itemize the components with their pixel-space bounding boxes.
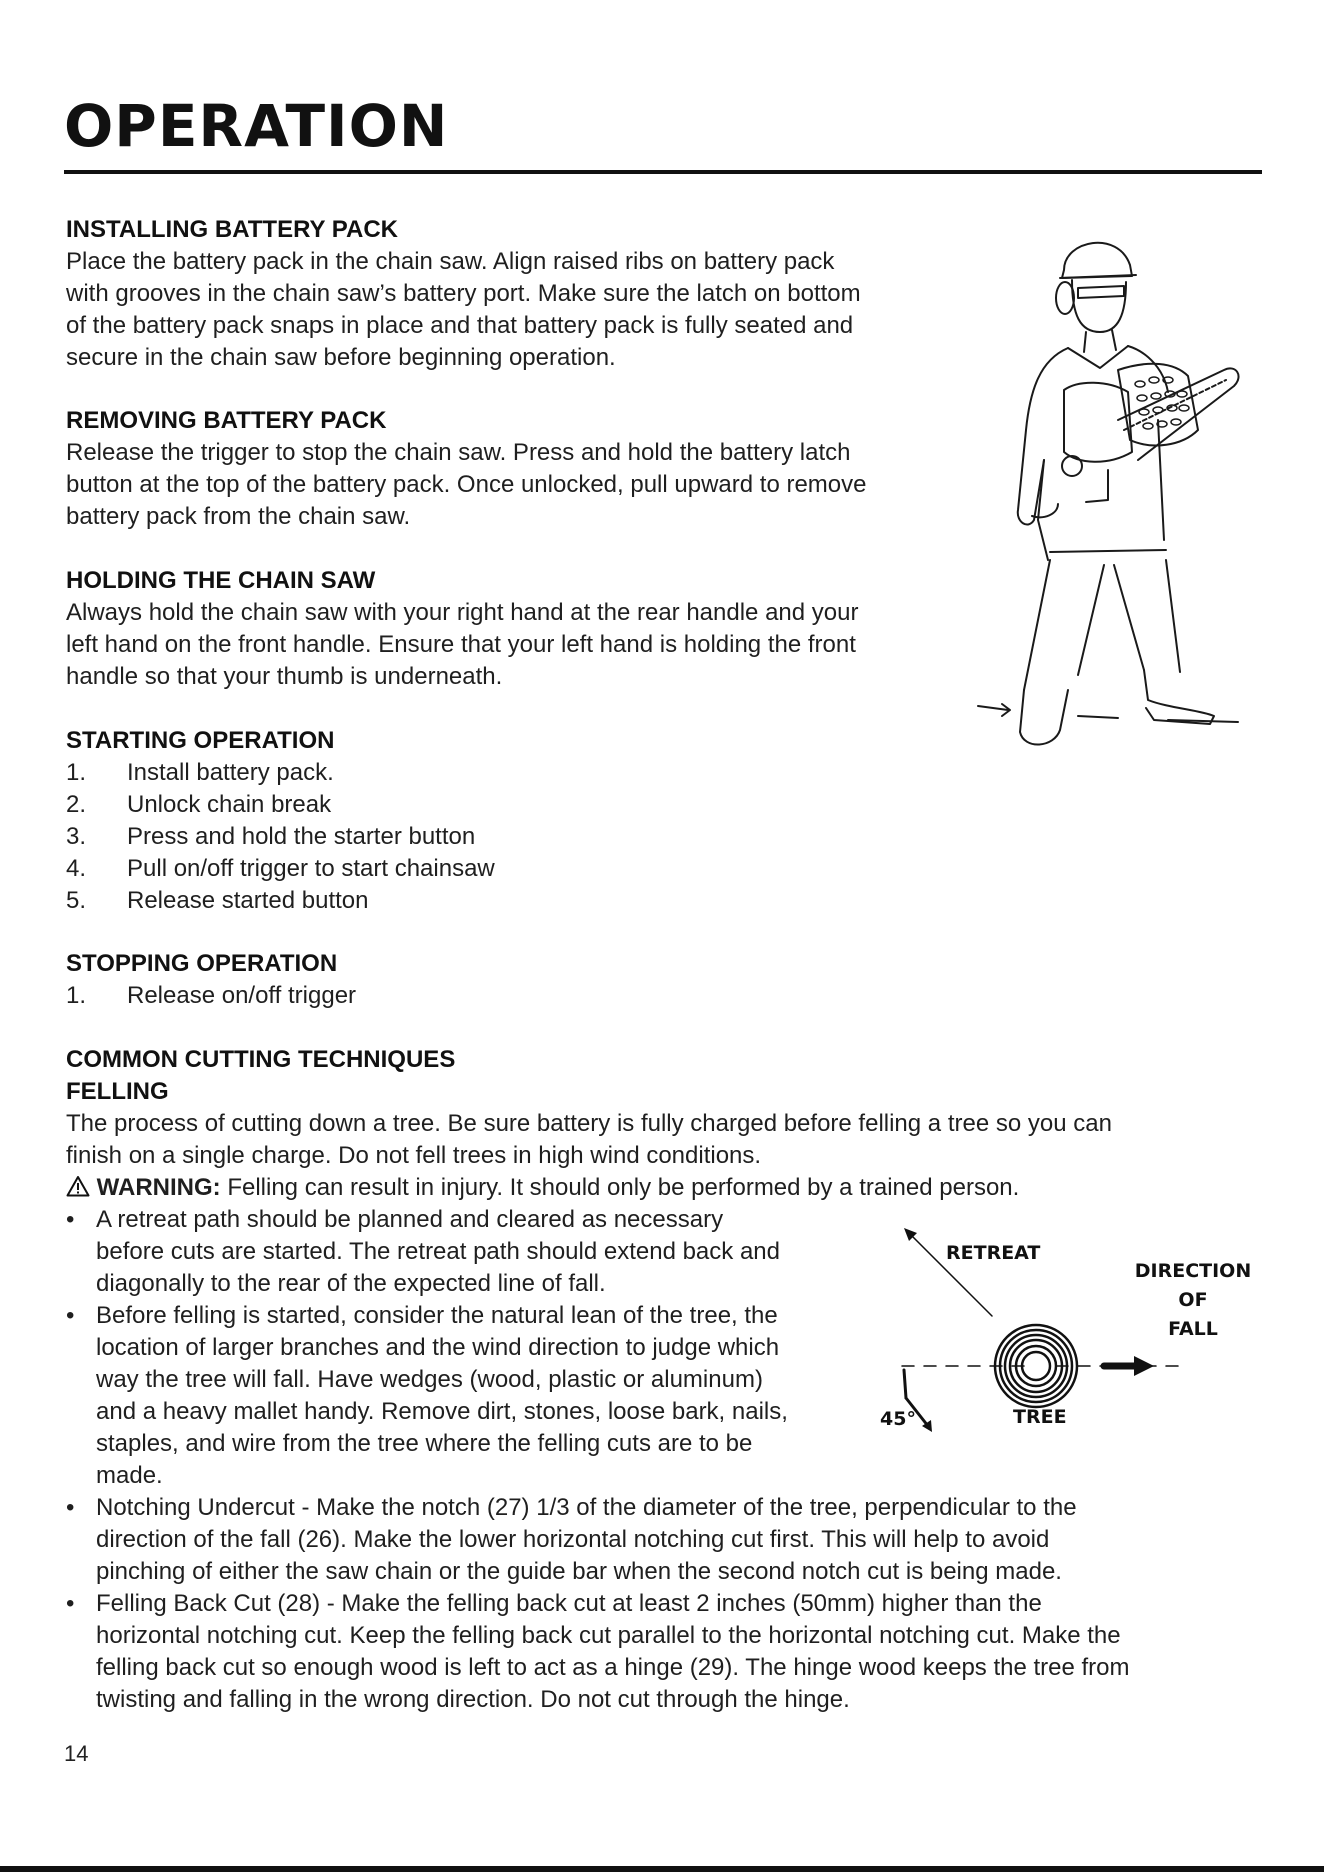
paragraph-line: Release the trigger to stop the chain saw. Press and hold the battery latch — [66, 439, 851, 466]
paragraph-line: with grooves in the chain saw’s battery port. Make sure the latch on bottom — [66, 280, 861, 307]
section-installing-battery — [66, 214, 861, 374]
section-heading: REMOVING BATTERY PACK — [66, 407, 387, 434]
list-item: 4. Pull on/off trigger to start chainsaw — [66, 855, 495, 882]
list-item: • Notching Undercut - Make the notch (27) 1/3 of the diameter of the tree, perpendicular to the direction of the fall (26). Make the lower horizontal notching cut first. This will help to avoid pinching of either the saw chain or the guide bar when the second notch cut is being made. — [66, 1494, 1077, 1585]
warning-label: WARNING: — [96, 1174, 221, 1201]
bullet-marker: • — [66, 1302, 75, 1329]
list-item: 2. Unlock chain break — [66, 791, 332, 818]
bullet-marker: • — [66, 1494, 75, 1521]
paragraph-line: left hand on the front handle. Ensure that your left hand is holding the front — [66, 631, 856, 658]
list-item: 5. Release started button — [66, 887, 369, 914]
list-item: 1. Release on/off trigger — [66, 982, 357, 1009]
section-heading: STARTING OPERATION — [66, 727, 335, 754]
paragraph-line: battery pack from the chain saw. — [66, 503, 411, 530]
section-heading: HOLDING THE CHAIN SAW — [66, 567, 376, 594]
section-stopping-operation — [66, 948, 356, 1012]
bullet-marker: • — [66, 1590, 75, 1617]
tree-label: TREE — [1013, 1406, 1067, 1428]
list-item: • Felling Back Cut (28) - Make the felling back cut at least 2 inches (50mm) higher than the horizontal notching cut. Keep the felling back cut parallel to the horizontal notching cut. Make the felling back cut so enough wood is left to act as a hinge (29). The hinge wood keeps the tree from twisting and falling in the wrong direction. Do not cut through the hinge. — [66, 1590, 1130, 1713]
warning-text: Felling can result in injury. It should only be performed by a trained person. — [220, 1174, 1020, 1201]
section-heading: STOPPING OPERATION — [66, 950, 338, 977]
section-heading: INSTALLING BATTERY PACK — [66, 216, 398, 243]
operator-with-chainsaw-illustration — [968, 220, 1258, 760]
paragraph-line: secure in the chain saw before beginning operation. — [66, 344, 616, 371]
list-item: • A retreat path should be planned and cleared as necessary before cuts are started. The retreat path should extend back and diagonally to the rear of the expected line of fall. — [66, 1206, 780, 1297]
angle-label: 45° — [880, 1408, 916, 1430]
page-number: 14 — [64, 1741, 89, 1766]
list-item: 1. Install battery pack. — [66, 759, 334, 786]
list-item: 3. Press and hold the starter button — [66, 823, 476, 850]
retreat-label: RETREAT — [946, 1242, 1041, 1264]
direction-of-fall-label: DIRECTION OF FALL — [1134, 1260, 1252, 1340]
section-heading: COMMON CUTTING TECHNIQUES — [66, 1046, 456, 1073]
step-list — [66, 980, 356, 1012]
step-list — [66, 757, 495, 917]
paragraph-line: Always hold the chain saw with your right hand at the rear handle and your — [66, 599, 859, 626]
title-rule — [64, 170, 1262, 174]
section-holding-chain-saw — [66, 565, 858, 693]
bullet-marker: • — [66, 1206, 75, 1233]
warning-triangle-icon — [66, 1175, 90, 1197]
paragraph-line: of the battery pack snaps in place and that battery pack is fully seated and — [66, 312, 854, 339]
list-item: • Before felling is started, consider the natural lean of the tree, the location of larger branches and the wind direction to judge which way the tree will fall. Have wedges (wood, plastic or aluminum) and a heavy mallet handy. Remove dirt, stones, loose bark, nails, staples, and wire from the tree where the felling cuts are to be made. — [66, 1302, 788, 1489]
page-title: OPERATION — [64, 92, 449, 160]
paragraph-line: button at the top of the battery pack. Once unlocked, pull upward to remove — [66, 471, 867, 498]
section-removing-battery — [66, 405, 866, 533]
paragraph-line: Place the battery pack in the chain saw. Align raised ribs on battery pack — [66, 248, 835, 275]
bottom-border — [0, 1866, 1324, 1872]
section-subheading: FELLING — [66, 1078, 169, 1105]
warning-line — [66, 1172, 1266, 1204]
section-starting-operation — [66, 725, 495, 917]
paragraph-line: The process of cutting down a tree. Be sure battery is fully charged before felling a tree so you can — [66, 1110, 1112, 1137]
paragraph-line: handle so that your thumb is underneath. — [66, 663, 503, 690]
paragraph-line: finish on a single charge. Do not fell trees in high wind conditions. — [66, 1142, 762, 1169]
